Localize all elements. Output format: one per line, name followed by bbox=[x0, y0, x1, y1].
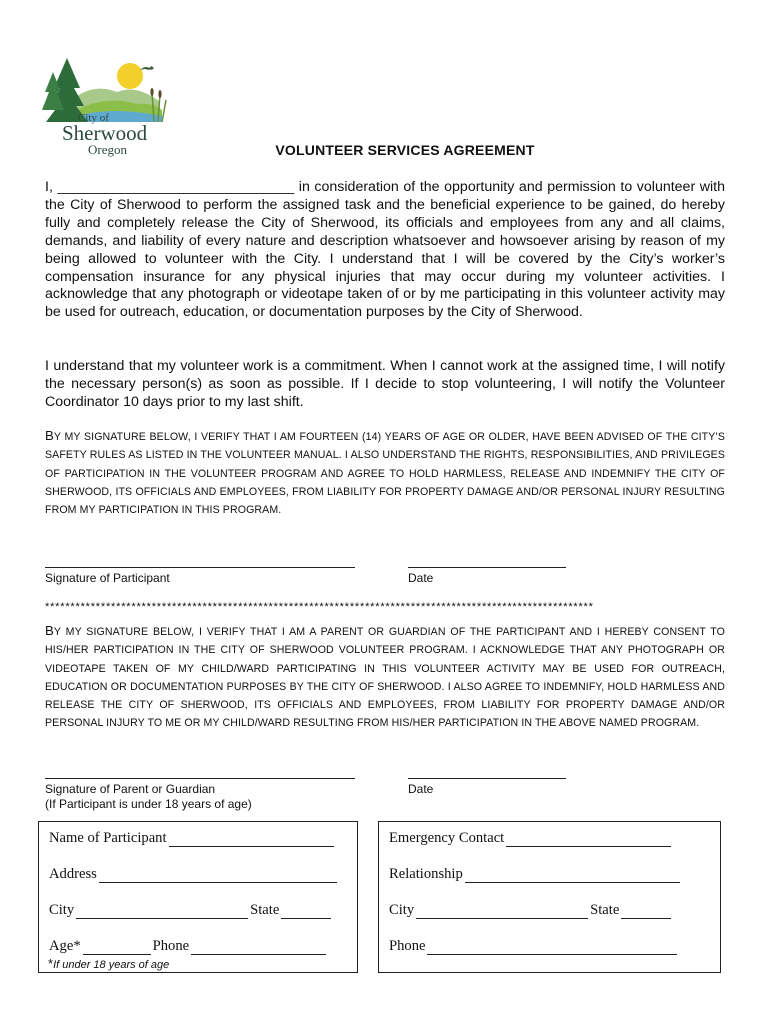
emergency-city-label: City bbox=[389, 902, 415, 918]
commitment-paragraph: I understand that my volunteer work is a commitment. When I cannot work at the assigned time, I will notify the necessary person(s) as soon as possible. If I decide to stop volunteering, I will notify the Volunteer Coordinator 10 days prior to my last shift. bbox=[45, 358, 725, 410]
guardian-signature-note: (If Participant is under 18 years of age) bbox=[45, 797, 252, 811]
emergency-city-input[interactable] bbox=[416, 904, 588, 919]
phone-label: Phone bbox=[152, 938, 190, 954]
participant-name-blank[interactable]: ______________________________ bbox=[57, 179, 295, 195]
guardian-date-label: Date bbox=[408, 782, 434, 796]
section-separator: ************************************************************************************************************ bbox=[45, 601, 594, 613]
age-note-text: If under 18 years of age bbox=[53, 959, 170, 971]
emergency-city-state-field[interactable] bbox=[389, 902, 673, 919]
document-title: VOLUNTEER SERVICES AGREEMENT bbox=[275, 142, 535, 158]
release-prefix: I, bbox=[45, 179, 53, 195]
city-label: City bbox=[49, 902, 75, 918]
participant-name-label: Name of Participant bbox=[49, 830, 167, 846]
emergency-contact-box bbox=[378, 821, 721, 973]
city-state-field[interactable] bbox=[49, 902, 333, 919]
address-label: Address bbox=[49, 866, 97, 882]
participant-signature-line[interactable] bbox=[45, 567, 355, 568]
guardian-statement-text: Y MY SIGNATURE BELOW, I VERIFY THAT I AM A PARENT OR GUARDIAN OF THE PARTICIPANT AND I HEREBY CONSENT TO HIS/HER PARTICIPATION IN THE CITY OF SHERWOOD VOLUNTEER PROGRAM. I ACKNOWLEDGE THAT ANY PHOTOGRAPH OR VIDEOTAPE TAKEN OF MY CHILD/WARD PARTICIPATING IN THIS VOLUNTEER ACTIVITY MAY BE USED FOR OUTREACH, EDUCATION OR DOCUMENTATION PURPOSES BY THE CITY OF SHERWOOD. I ALSO AGREE TO INDEMNIFY, HOLD HARMLESS AND RELEASE THE CITY OF SHERWOOD, ITS OFFICIALS AND EMPLOYEES, FROM LIABILITY FOR PROPERTY DAMAGE AND/OR PERSONAL INJURY TO ME OR MY CHILD/WARD RESULTING FROM HIS/HER PARTICIPATION IN THE ABOVE NAMED PROGRAM. bbox=[45, 626, 725, 730]
age-phone-field[interactable] bbox=[49, 938, 328, 955]
logo-oregon: Oregon bbox=[88, 142, 127, 157]
city-input[interactable] bbox=[76, 904, 248, 919]
state-input[interactable] bbox=[281, 904, 331, 919]
participant-date-label: Date bbox=[408, 571, 434, 585]
participant-signature-label: Signature of Participant bbox=[45, 571, 170, 585]
relationship-input[interactable] bbox=[465, 868, 680, 883]
participant-date-line[interactable] bbox=[408, 567, 566, 568]
guardian-statement-initial: B bbox=[45, 623, 54, 638]
emergency-state-label: State bbox=[590, 902, 620, 918]
logo-city-of: City of bbox=[78, 112, 109, 124]
participant-name-field[interactable] bbox=[49, 830, 336, 847]
participant-statement-initial: B bbox=[45, 428, 54, 443]
phone-input[interactable] bbox=[191, 940, 326, 955]
age-input[interactable] bbox=[83, 940, 151, 955]
relationship-label: Relationship bbox=[389, 866, 463, 882]
guardian-statement bbox=[45, 622, 725, 733]
address-field[interactable] bbox=[49, 866, 339, 883]
participant-statement bbox=[45, 427, 725, 519]
age-note bbox=[48, 956, 169, 971]
release-paragraph bbox=[45, 179, 725, 322]
emergency-contact-field[interactable] bbox=[389, 830, 673, 847]
emergency-contact-input[interactable] bbox=[506, 832, 671, 847]
participant-info-box bbox=[38, 821, 358, 973]
address-input[interactable] bbox=[99, 868, 337, 883]
age-label: Age* bbox=[49, 938, 81, 954]
emergency-phone-input[interactable] bbox=[427, 940, 677, 955]
emergency-contact-label: Emergency Contact bbox=[389, 830, 505, 846]
age-note-star: * bbox=[48, 956, 54, 971]
guardian-signature-label: Signature of Parent or Guardian bbox=[45, 782, 216, 796]
logo-sherwood: Sherwood bbox=[62, 121, 148, 145]
guardian-signature-line[interactable] bbox=[45, 778, 355, 779]
state-label: State bbox=[250, 902, 280, 918]
relationship-field[interactable] bbox=[389, 866, 682, 883]
emergency-state-input[interactable] bbox=[621, 904, 671, 919]
participant-name-input[interactable] bbox=[169, 832, 334, 847]
participant-statement-text: Y MY SIGNATURE BELOW, I VERIFY THAT I AM FOURTEEN (14) YEARS OF AGE OR OLDER, HAVE BEEN ADVISED OF THE CITY’S SAFETY RULES AS LISTED IN THE VOLUNTEER MANUAL. I ALSO UNDERSTAND THE RIGHTS, RESPONSIBILITIES, AND PRIVILEGES OF PARTICIPATION IN THE VOLUNTEER PROGRAM AND AGREE TO HOLD HARMLESS, RELEASE AND INDEMNIFY THE CITY OF SHERWOOD, ITS OFFICIALS AND EMPLOYEES, FROM LIABILITY FOR PROPERTY DAMAGE AND/OR PERSONAL INJURY RESULTING FROM MY PARTICIPATION IN THIS PROGRAM. bbox=[45, 431, 725, 517]
release-text: in consideration of the opportunity and permission to volunteer with the City of Sherwood to perform the assigned task and the beneficial experience to be gained, do hereby fully and completely release the City of Sherwood, its officials and employees from any and all claims, demands, and liability of every nature and description whatsoever and howsoever arising by reason of my being allowed to volunteer with the City. I understand that I will be covered by the City’s worker’s compensation insurance for any physical injuries that may occur during my volunteer activities. I acknowledge that any photograph or videotape taken of or by me participating in this volunteer activity may be used for outreach, education, or documentation purposes by the City of Sherwood. bbox=[45, 179, 725, 321]
guardian-date-line[interactable] bbox=[408, 778, 566, 779]
emergency-phone-field[interactable] bbox=[389, 938, 679, 955]
emergency-phone-label: Phone bbox=[389, 938, 426, 954]
